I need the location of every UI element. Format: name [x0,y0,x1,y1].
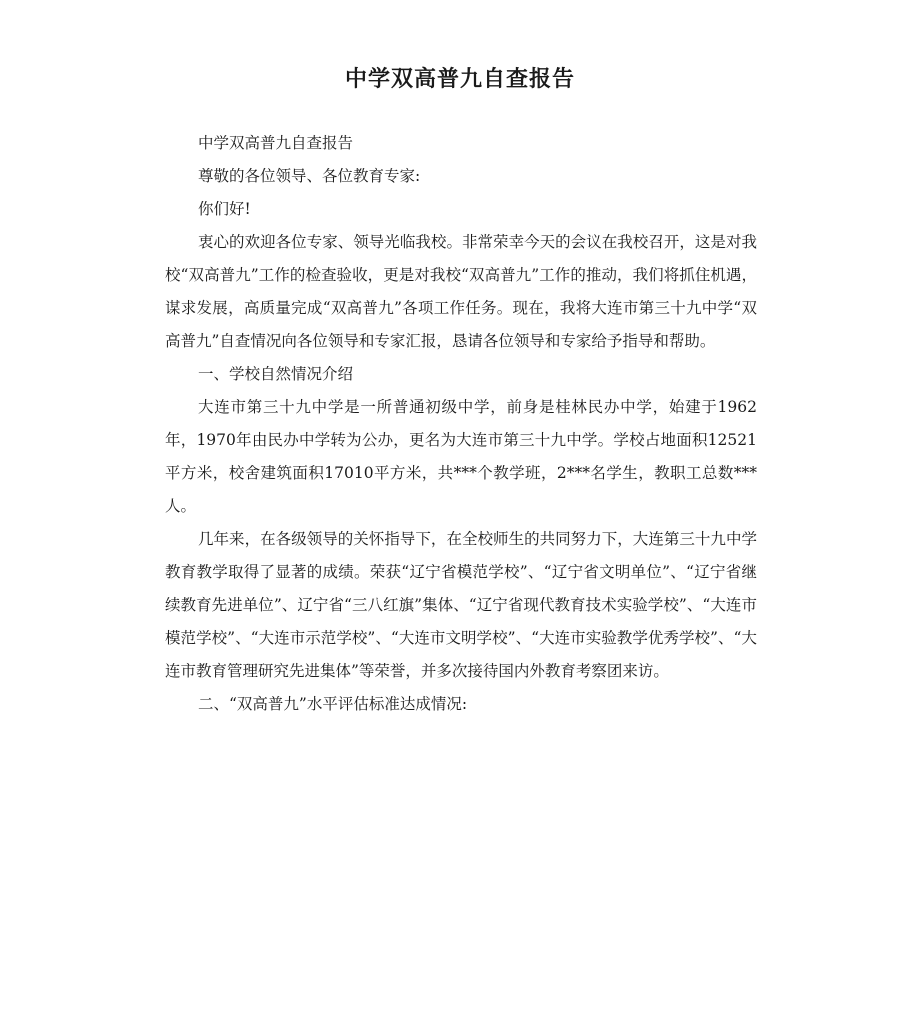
document-title: 中学双高普九自查报告 [344,67,575,92]
section-heading-1: 一、学校自然情况介绍 [198,365,354,383]
document-body [165,127,757,721]
subtitle-paragraph: 中学双高普九自查报告 [198,134,354,152]
achievements-paragraph: 几年来，在各级领导的关怀指导下，在全校师生的共同努力下，大连第三十九中学教育教学取得了显著的成绩。荣获“辽宁省模范学校”、“辽宁省文明单位”、“辽宁省继续教育先进单位”、辽宁省“三八红旗”集体、“辽宁省现代教育技术实验学校”、“大连市模范学校”、“大连市示范学校”、“大连市文明学校”、“大连市实验教学优秀学校”、“大连市教育管理研究先进集体”等荣誉，并多次接待国内外教育考察团来访。 [165,530,757,680]
section-heading-2: 二、“双高普九”水平评估标准达成情况: [198,695,468,713]
welcome-paragraph: 衷心的欢迎各位专家、领导光临我校。非常荣幸今天的会议在我校召开，这是对我校“双高普九”工作的检查验收，更是对我校“双高普九”工作的推动，我们将抓住机遇，谋求发展，高质量完成“双高普九”各项工作任务。现在，我将大连市第三十九中学“双高普九”自查情况向各位领导和专家汇报，恳请各位领导和专家给予指导和帮助。 [165,233,757,350]
greeting-paragraph: 你们好! [198,200,251,218]
salutation-paragraph: 尊敬的各位领导、各位教育专家: [198,167,421,185]
school-intro-paragraph: 大连市第三十九中学是一所普通初级中学，前身是桂林民办中学，始建于1962年，1970年由民办中学转为公办，更名为大连市第三十九中学。学校占地面积12521平方米，校舍建筑面积17010平方米，共***个教学班，2***名学生，教职工总数***人。 [165,398,757,515]
